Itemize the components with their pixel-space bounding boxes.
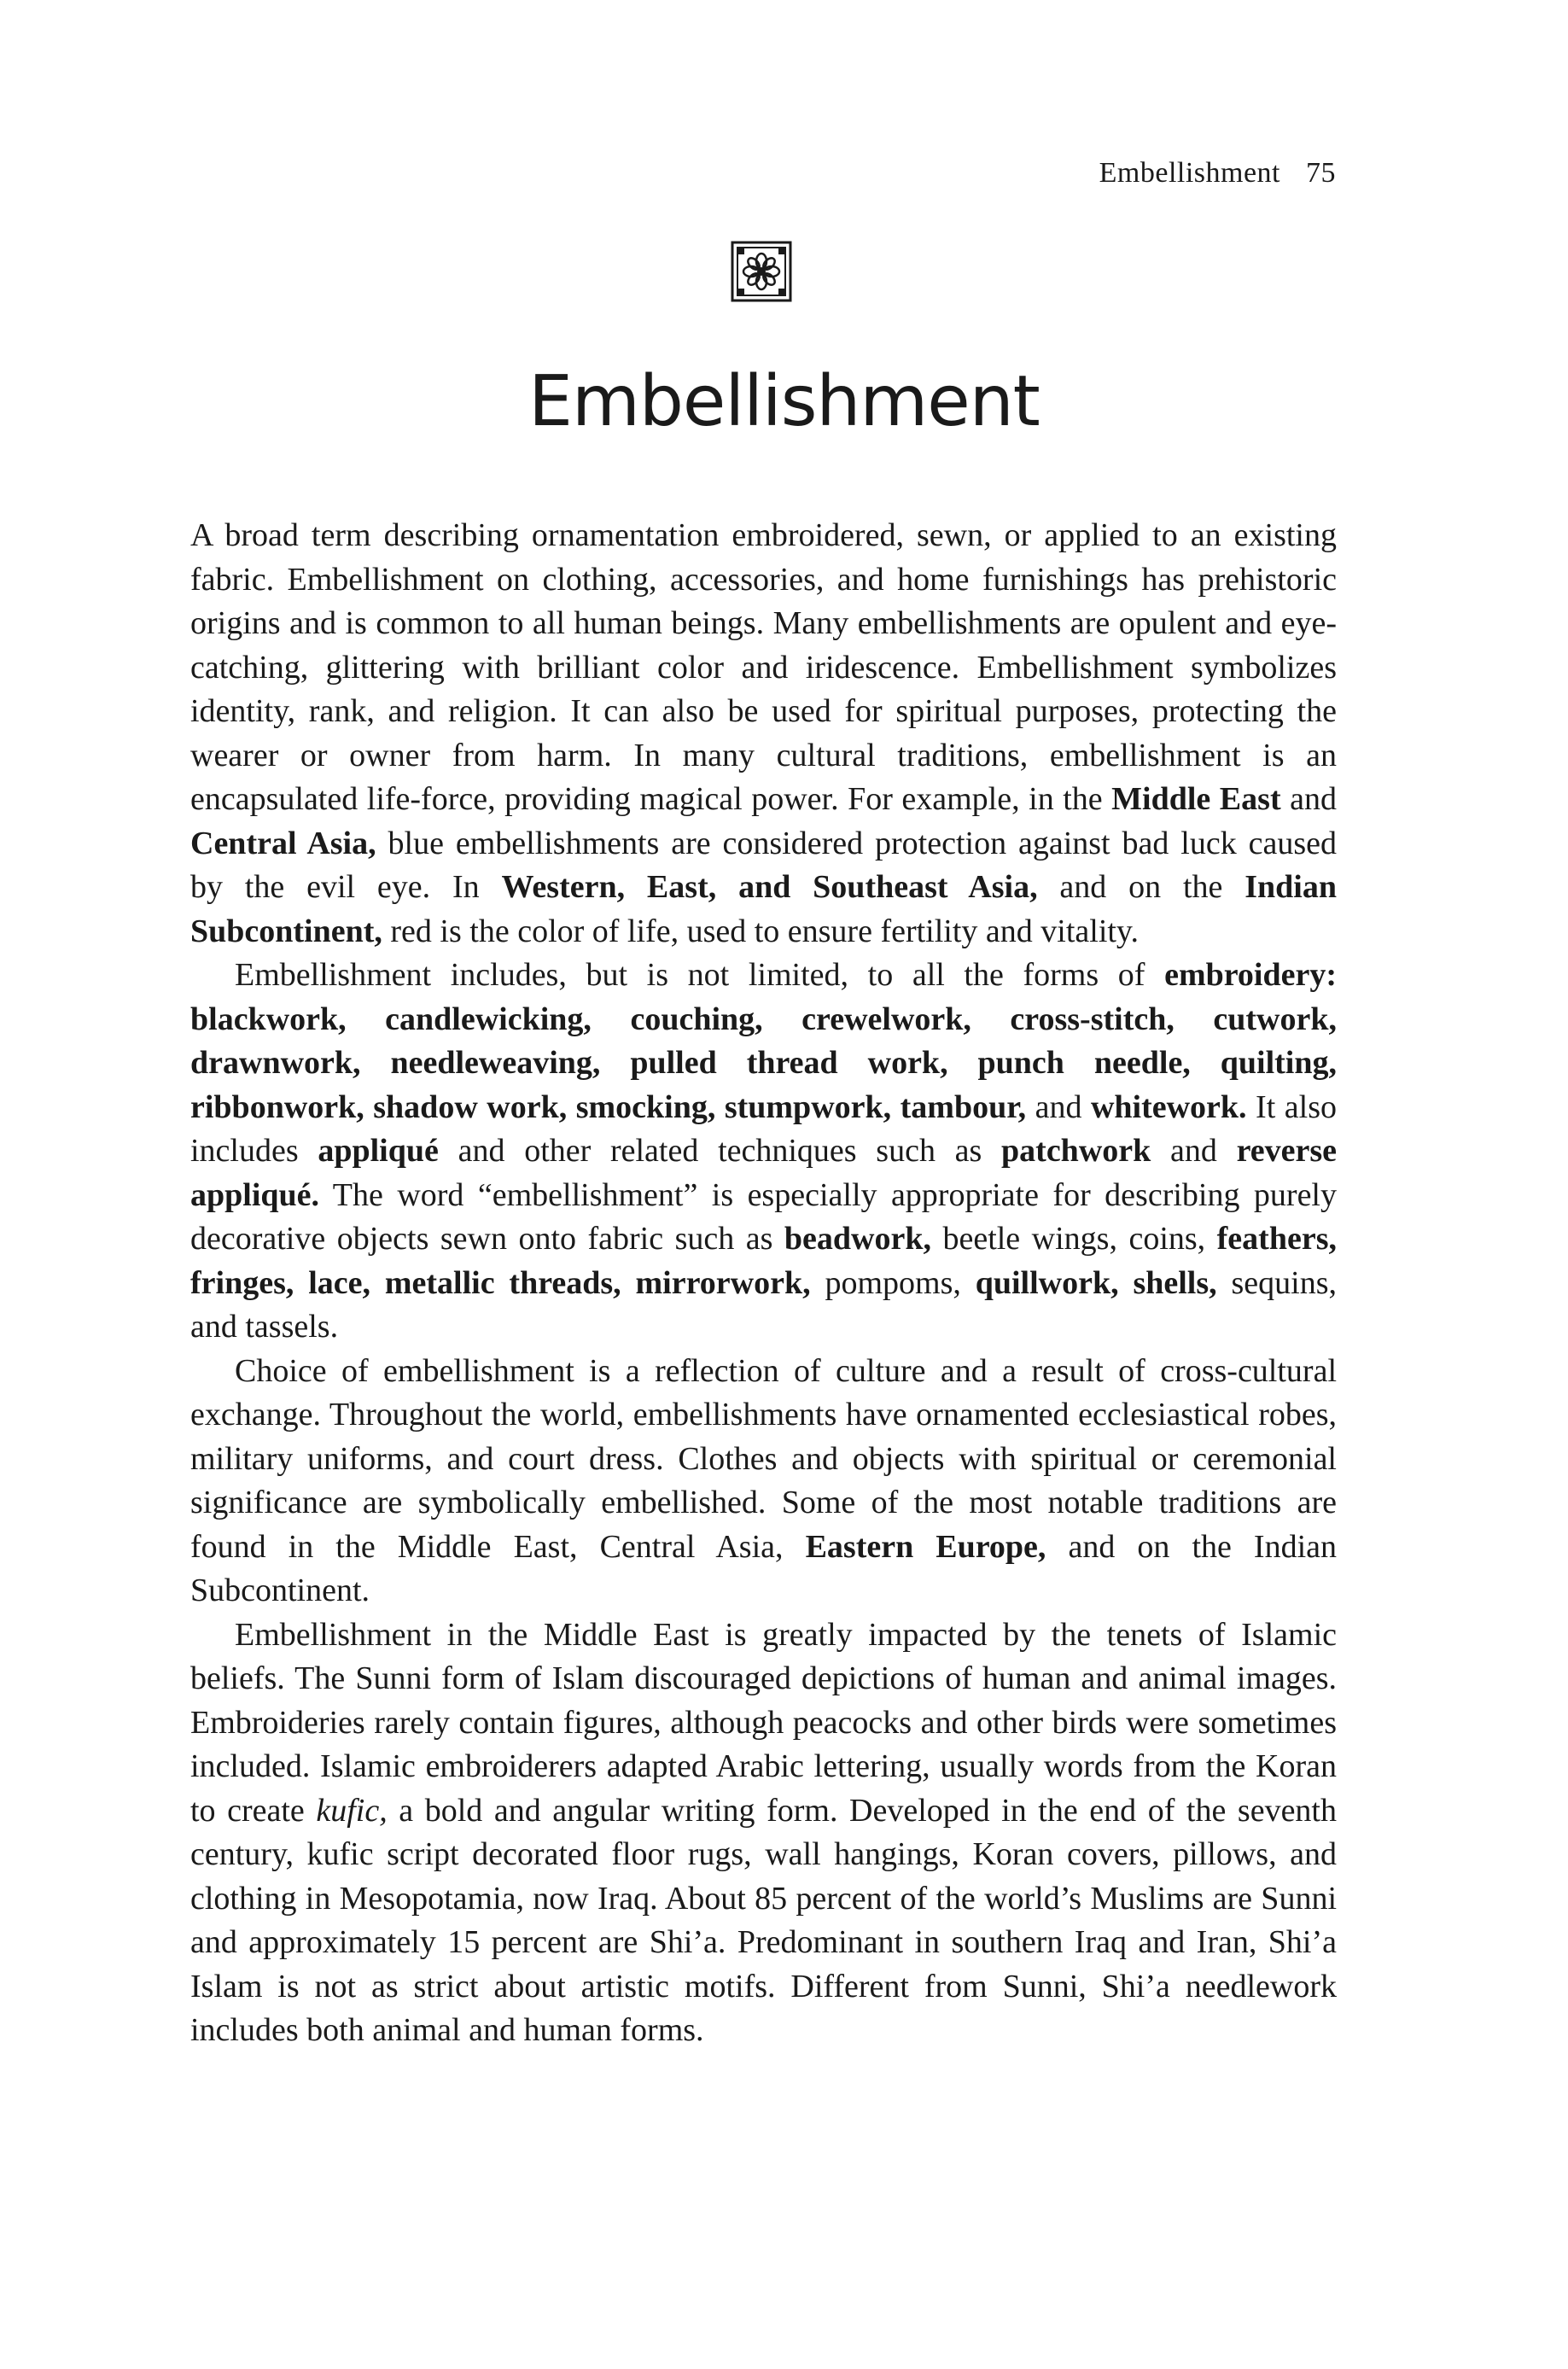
bold-term: whitework.	[1090, 1088, 1247, 1125]
paragraph	[190, 1613, 1337, 2053]
bold-term: quillwork, shells,	[975, 1264, 1217, 1301]
italic-term: kufic,	[316, 1792, 388, 1829]
running-head-title: Embellishment	[1099, 157, 1280, 189]
text-run: red is the color of life, used to ensure fertility and vitality.	[382, 913, 1139, 949]
bold-term: appliqué	[318, 1133, 439, 1169]
text-run: and	[1280, 781, 1337, 817]
square-floral-ornament-icon	[731, 241, 792, 302]
bold-term: Eastern Europe,	[805, 1528, 1046, 1565]
paragraph	[190, 514, 1337, 954]
text-run: and other related techniques such as	[438, 1133, 1002, 1169]
text-run: Embellishment in the Middle East is greatly impacted by the tenets of Islamic beliefs. The Sunni form of Islam discouraged depictions of human and animal images. Embroideries rarely contain figures, although peacocks and other birds were sometimes included. Islamic embroiderers adapted Arabic lettering, usually words from the Koran to create	[190, 1616, 1337, 1829]
text-run: beetle wings, coins,	[930, 1221, 1217, 1257]
text-run: a bold and angular writing form. Developed in the end of the seventh century, kufic script decorated floor rugs, wall hangings, Koran covers, pillows, and clothing in Mesopotamia, now Iraq. About 85 percent of the world’s Muslims are Sunni and approximately 15 percent are Shi’a. Predominant in southern Iraq and Iran, Shi’a Islam is not as strict about artistic motifs. Different from Sunni, Shi’a needlework includes both animal and human forms.	[190, 1792, 1337, 2048]
bold-term: Central Asia,	[190, 825, 376, 861]
text-run: blue embellishments are considered protection against bad luck caused by the evil eye. In	[190, 825, 1337, 905]
bold-term: Indian Subcontinent,	[190, 869, 1337, 949]
text-run: Embellishment includes, but is not limited, to all the forms of	[235, 957, 1165, 993]
text-run: Choice of embellishment is a reflection of culture and a result of cross-cultural exchange. Throughout the world, embellishments have ornamented ecclesiastical robes, military uniforms, and court dress. Clothes and objects with spiritual or ceremonial significance are symbolically embellished. Some of the most notable traditions are found in the Middle East, Central Asia,	[190, 1352, 1337, 1565]
text-run: It also includes	[190, 1088, 1337, 1169]
text-run: The word “embellishment” is especially appropriate for describing purely decorative objects sewn onto fabric such as	[190, 1176, 1337, 1257]
text-run: and	[1151, 1133, 1237, 1169]
bold-term: embroidery: blackwork, candlewicking, couching, crewelwork, cross-stitch, cutwork, drawnwork, needleweaving, pulled thread work, punch needle, quilting, ribbonwork, shadow work, smocking, stumpwork, tambour,	[190, 957, 1337, 1125]
bold-term: Middle East	[1111, 781, 1281, 817]
text-run: sequins, and tassels.	[190, 1264, 1338, 1345]
bold-term: reverse appliqué.	[190, 1133, 1338, 1213]
running-head	[1099, 157, 1336, 190]
chapter-title: Embellishment	[528, 361, 1040, 442]
bold-term: feathers, fringes, lace, metallic threads, mirrorwork,	[190, 1221, 1337, 1301]
text-run: and on the Indian Subcontinent.	[190, 1528, 1337, 1608]
text-run: A broad term describing ornamentation embroidered, sewn, or applied to an existing fabric. Embellishment on clothing, accessories, and home furnishings has prehistoric origins and is common to all human beings. Many embellishments are opulent and eye-catching, glittering with brilliant color and iridescence. Embellishment symbolizes identity, rank, and religion. It can also be used for spiritual purposes, protecting the wearer or owner from harm. In many cultural traditions, embellishment is an encapsulated life-force, providing magical power. For example, in the	[190, 517, 1337, 817]
bold-term: beadwork,	[784, 1221, 931, 1257]
page-number: 75	[1306, 157, 1336, 189]
paragraph	[190, 1350, 1337, 1613]
paragraph	[190, 954, 1337, 1350]
body-text	[190, 514, 1337, 2053]
text-run: and	[1026, 1088, 1091, 1125]
text-run: and on the	[1037, 869, 1245, 905]
bold-term: patchwork	[1001, 1133, 1151, 1169]
bold-term: Western, East, and Southeast Asia,	[501, 869, 1038, 905]
text-run: pompoms,	[810, 1264, 976, 1301]
